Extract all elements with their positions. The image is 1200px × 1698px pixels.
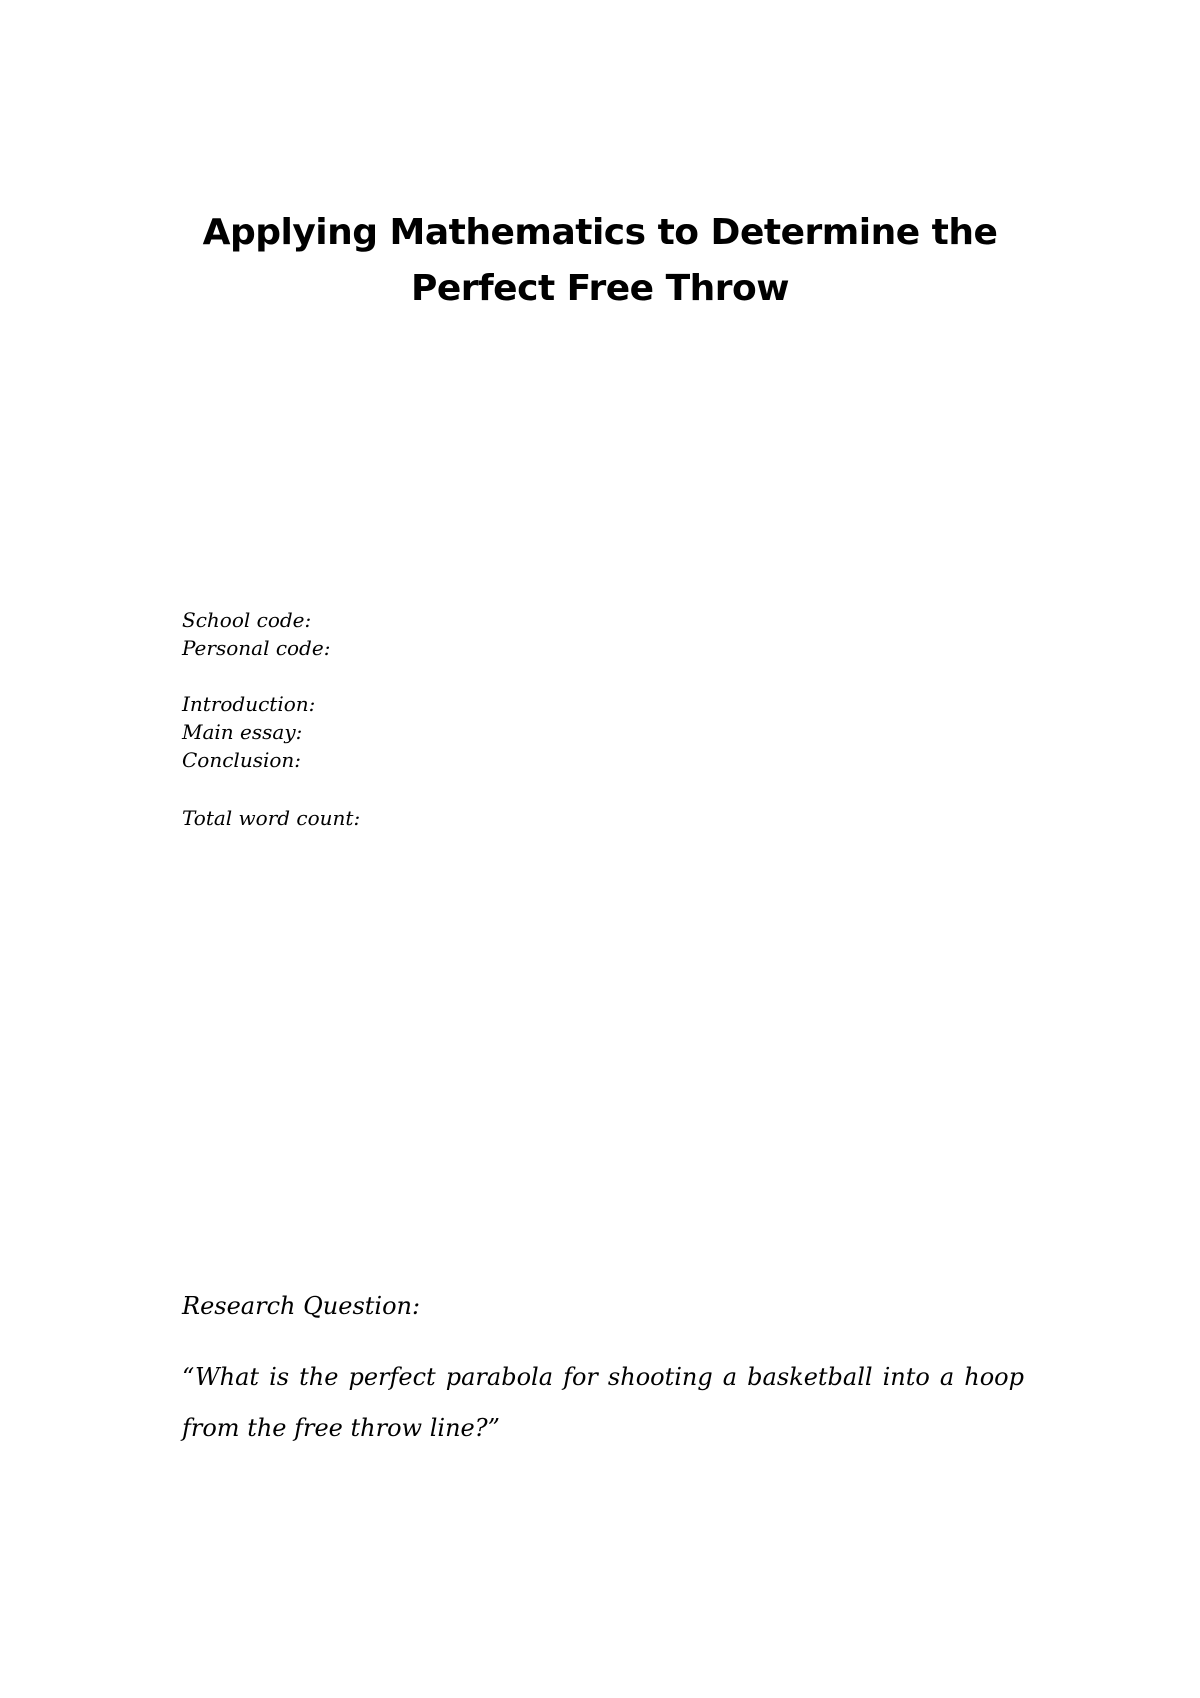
introduction-label: Introduction:	[182, 692, 316, 716]
total-word-count-label: Total word count:	[182, 806, 361, 830]
page-title	[100, 205, 1100, 317]
title-line-1: Applying Mathematics to Determine the	[202, 212, 998, 253]
research-question-line-1: “What is the perfect parabola for shooting a basketball into a hoop	[182, 1363, 1024, 1391]
main-essay-label: Main essay:	[182, 720, 303, 744]
research-question-label: Research Question:	[182, 1292, 421, 1320]
conclusion-label: Conclusion:	[182, 748, 302, 772]
personal-code-label: Personal code:	[182, 636, 331, 660]
research-question-text	[182, 1352, 1024, 1454]
research-question-line-2: from the free throw line?”	[182, 1414, 500, 1442]
school-code-label: School code:	[182, 608, 312, 632]
title-line-2: Perfect Free Throw	[410, 268, 790, 309]
